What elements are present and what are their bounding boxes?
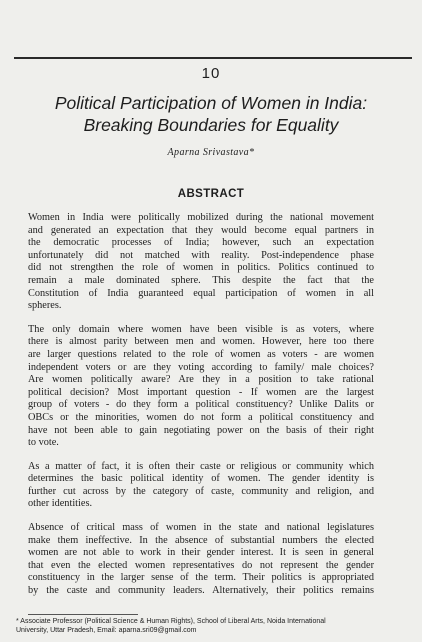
chapter-title-line: Breaking Boundaries for Equality [83,115,339,135]
abstract-paragraph [28,461,374,511]
paragraph-line: remain a male dominated sphere. This despite the fact that the [28,274,374,286]
paragraph-line: women are not able to work in their gender interest. It is seen in general [28,547,374,559]
paragraph-line: The only domain where women have been visible is as voters, where [28,323,374,335]
chapter-title-line: Political Participation of Women in India: [54,93,368,113]
paragraph-line: OBCs or the minorities, women do not form a political constituency and [28,411,374,423]
abstract-heading: ABSTRACT [177,188,245,200]
header-top-rule [14,57,412,59]
paragraph-line: constituency in the larger sense of the term. Their politics is appropriated [28,572,374,584]
paragraph-line: Constitution of India guaranteed equal participation of women in all [28,287,374,299]
paragraph-line: Women in India were politically mobilized during the national movement [28,212,374,223]
paragraph-line: other identities. [28,498,93,510]
paragraph-line: make them ineffective. In the absence of substantial numbers the elected [28,534,374,546]
paragraph-line: further cut across by the category of caste, community and religion, and [28,485,374,497]
footnote-line: * Associate Professor (Political Science & Human Rights), School of Liberal Arts, Noida International [16,618,326,625]
paragraph-line: Absence of critical mass of women in the state and national legislatures [28,522,374,534]
paragraph-line: unfortunately did not matched with reality. Post-independence phase [28,249,374,261]
paragraph-line: As a matter of fact, it is often their caste or religious or community which [28,460,374,472]
author-name: Aparna Srivastava* [167,147,255,158]
paragraph-line: spheres. [28,300,62,312]
abstract-paragraph [28,212,374,313]
chapter-title [30,92,392,136]
chapter-number: 10 [201,65,221,82]
paragraph-line: Are women politically aware? Are they in a position to take rational [28,374,374,386]
author-footnote [16,617,416,635]
paragraph-line: are larger questions related to the role of women as voters - are women [28,348,374,360]
paragraph-line: determines the basic political identity of women. The gender identity is [28,473,374,485]
paragraph-line: there is almost parity between men and women. However, here too there [28,336,374,348]
abstract-paragraph [28,522,374,598]
paragraph-line: and generated an expectation that they would become equal partners in [28,224,374,236]
footnote-rule [28,614,138,615]
paragraph-line: that even the elected women representatives do not represent the gender [28,559,374,571]
paragraph-line: independent voters or are they voting according to family/ male choices? [28,361,374,373]
paragraph-line: political decision? Most important question - If women are the largest [28,386,374,398]
paragraph-line: did not strengthen the role of women in politics. Politics continued to [28,262,374,274]
abstract-body [28,212,374,609]
paragraph-line: group of voters - do they form a political constituency? Unlike Dalits or [28,399,374,411]
paragraph-line: to vote. [28,437,59,449]
paragraph-line: the democratic processes of India; however, such an expectation [28,237,374,249]
abstract-paragraph [28,324,374,450]
paragraph-line: have not been able to gain negotiating power on the basis of their right [28,424,374,436]
paragraph-line: by the caste and community leaders. Alternatively, their politics remains [28,585,374,597]
footnote-line: University, Uttar Pradesh, Email: aparna.sri09@gmail.com [16,627,197,634]
